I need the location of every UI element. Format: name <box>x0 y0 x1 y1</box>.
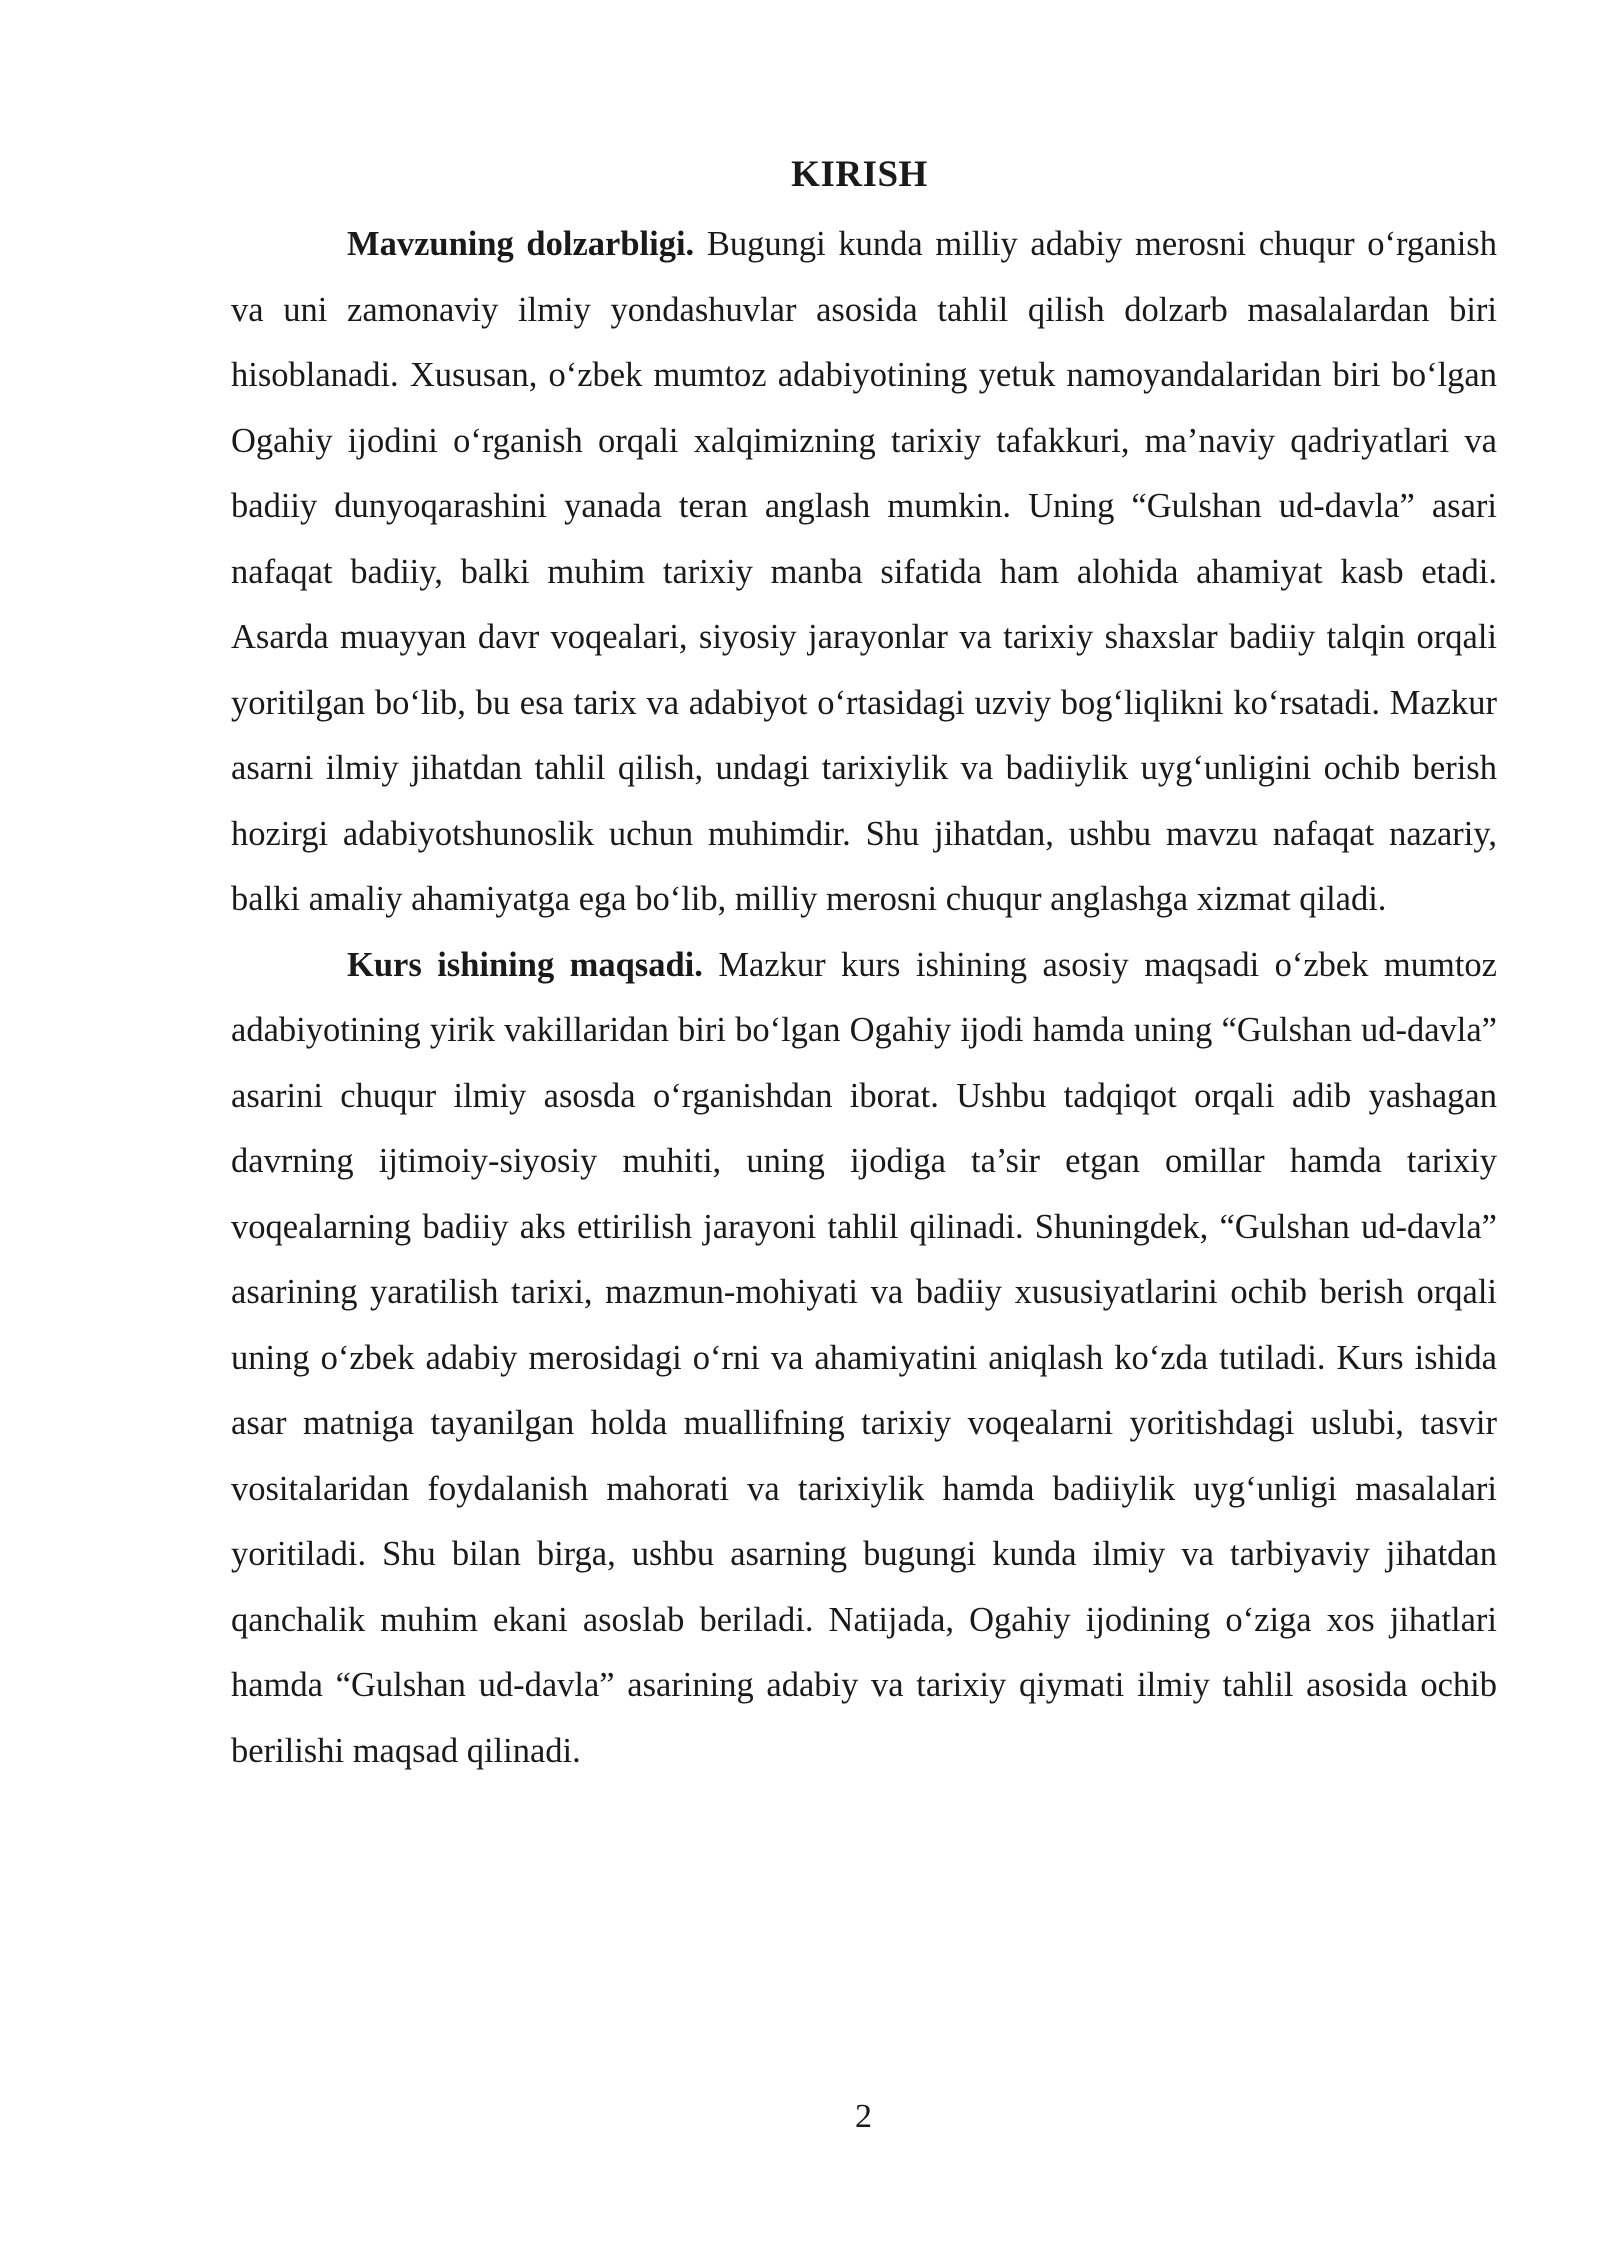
paragraph-relevance <box>231 212 1497 933</box>
section-heading: KIRISH <box>791 154 928 195</box>
body-text <box>231 212 1497 1784</box>
paragraph-text: Mazkur kurs ishining asosiy maqsadi o‘zbek mumtoz adabiyotining yirik vakillaridan biri bo‘lgan Ogahiy ijodi hamda uning “Gulshan ud-davla” asarini chuqur ilmiy asosda o‘rganishdan iborat. Ushbu tadqiqot orqali adib yashagan davrning ijtimoiy-siyosiy muhiti, uning ijodiga ta’sir etgan omillar hamda tarixiy voqealarning badiiy aks ettirilish jarayoni tahlil qilinadi. Shuningdek, “Gulshan ud-davla” asarining yaratilish tarixi, mazmun-mohiyati va badiiy xususiyatlarini ochib berish orqali uning o‘zbek adabiy merosidagi o‘rni va ahamiyatini aniqlash ko‘zda tutiladi. Kurs ishida asar matniga tayanilgan holda muallifning tarixiy voqealarni yoritishdagi uslubi, tasvir vositalaridan foydalanish mahorati va tarixiylik hamda badiiylik uyg‘unligi masalalari yoritiladi. Shu bilan birga, ushbu asarning bugungi kunda ilmiy va tarbiyaviy jihatdan qanchalik muhim ekani asoslab beriladi. Natijada, Ogahiy ijodining o‘ziga xos jihatlari hamda “Gulshan ud-davla” asarining adabiy va tarixiy qiymati ilmiy tahlil asosida ochib berilishi maqsad qilinadi. <box>231 945 1497 1770</box>
paragraph-lead: Kurs ishining maqsadi. <box>347 945 703 984</box>
paragraph-text: Bugungi kunda milliy adabiy merosni chuqur o‘rganish va uni zamonaviy ilmiy yondashuvlar asosida tahlil qilish dolzarb masalalardan biri hisoblanadi. Xususan, o‘zbek mumtoz adabiyotining yetuk namoyandalaridan biri bo‘lgan Ogahiy ijodini o‘rganish orqali xalqimizning tarixiy tafakkuri, ma’naviy qadriyatlari va badiiy dunyoqarashini yanada teran anglash mumkin. Uning “Gulshan ud-davla” asari nafaqat badiiy, balki muhim tarixiy manba sifatida ham alohida ahamiyat kasb etadi. Asarda muayyan davr voqealari, siyosiy jarayonlar va tarixiy shaxslar badiiy talqin orqali yoritilgan bo‘lib, bu esa tarix va adabiyot o‘rtasidagi uzviy bog‘liqlikni ko‘rsatadi. Mazkur asarni ilmiy jihatdan tahlil qilish, undagi tarixiylik va badiiylik uyg‘unligini ochib berish hozirgi adabiyotshunoslik uchun muhimdir. Shu jihatdan, ushbu mavzu nafaqat nazariy, balki amaliy ahamiyatga ega bo‘lib, milliy merosni chuqur anglashga xizmat qiladi. <box>231 225 1497 918</box>
paragraph-lead: Mavzuning dolzarbligi. <box>347 225 695 263</box>
page-number: 2 <box>855 2098 872 2135</box>
paragraph-goal <box>231 933 1497 1785</box>
